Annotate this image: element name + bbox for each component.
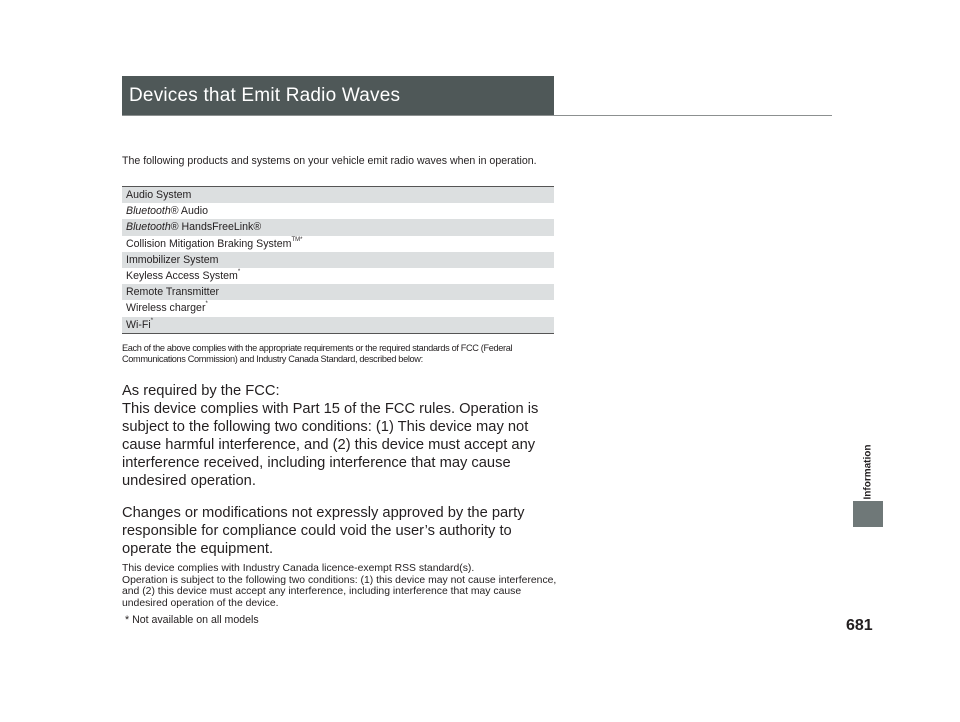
device-name: Remote Transmitter <box>126 286 220 299</box>
device-row <box>122 317 554 333</box>
device-row <box>122 300 554 316</box>
device-name: ® HandsFreeLink® <box>170 221 262 234</box>
side-section-text: Information <box>862 444 874 500</box>
ic-line-2: Operation is subject to the following two conditions: (1) this device may not cause interference, and (2) this device must accept any interference, including interference that may cause undesired operation of the device. <box>122 574 557 609</box>
device-row <box>122 284 554 300</box>
device-name: Keyless Access System <box>126 269 238 282</box>
fcc-changes-warning: Changes or modifications not expressly approved by the party responsible for compliance could void the user’s authority to operate the equipment. <box>122 505 525 557</box>
device-footnote-mark: * <box>205 301 208 308</box>
side-section-tab <box>853 501 883 527</box>
device-row <box>122 252 554 268</box>
fcc-heading: As required by the FCC: <box>122 383 280 399</box>
fcc-statement: This device complies with Part 15 of the FCC rules. Operation is subject to the following two conditions: (1) This device may not cause harmful interference, and (2) this device must accept any interference received, including interference that may cause undesired operation. <box>122 401 539 489</box>
ic-line-1: This device complies with Industry Canada licence-exempt RSS standard(s). <box>122 563 475 574</box>
page-title: Devices that Emit Radio Waves <box>129 85 401 106</box>
device-row <box>122 203 554 219</box>
device-brand: Bluetooth <box>126 221 171 234</box>
device-row <box>122 236 554 252</box>
side-section-label <box>851 432 885 512</box>
compliance-note: Each of the above complies with the appropriate requirements or the required standards of FCC (Federal Communications Commission) and Industry Canada Standard, described below: <box>122 343 513 364</box>
device-row <box>122 187 554 203</box>
intro-text: The following products and systems on your vehicle emit radio waves when in operation. <box>122 155 537 167</box>
device-name: Wireless charger <box>126 302 206 315</box>
section-title-bar <box>122 76 554 115</box>
footnote: * Not available on all models <box>125 614 259 626</box>
device-brand: Bluetooth <box>126 205 171 218</box>
page-number: 681 <box>846 617 873 634</box>
fcc-section <box>122 382 562 558</box>
device-table <box>122 186 554 334</box>
device-footnote-mark: * <box>150 317 154 324</box>
device-row <box>122 219 554 235</box>
device-name: Audio System <box>126 189 192 201</box>
title-divider <box>122 115 832 116</box>
device-name: Collision Mitigation Braking System <box>126 237 292 250</box>
device-row <box>122 268 554 284</box>
device-name: ® Audio <box>170 205 209 218</box>
device-footnote-mark: TM* <box>291 236 303 243</box>
ic-section <box>122 563 562 609</box>
device-name: Wi-Fi <box>126 318 151 331</box>
device-name: Immobilizer System <box>126 253 219 266</box>
device-footnote-mark: * <box>237 268 241 275</box>
